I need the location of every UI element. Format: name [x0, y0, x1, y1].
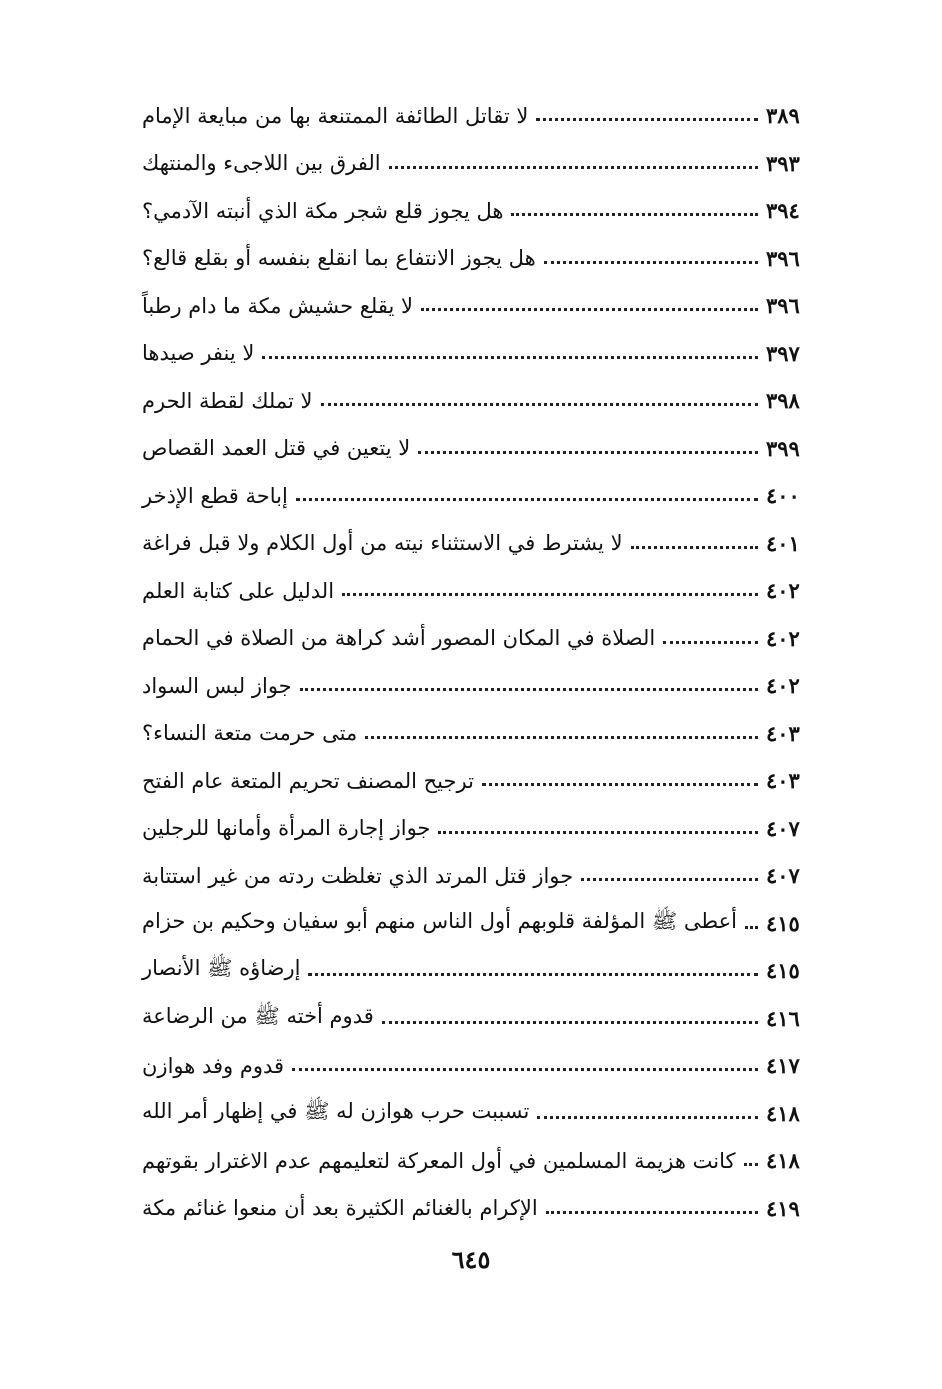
toc-row	[132, 520, 814, 568]
dot-leader	[537, 1116, 758, 1119]
toc-entry-title: لا تملك لقطة الحرم	[142, 388, 313, 413]
toc-row	[132, 947, 814, 995]
toc-page-number: ٤٠٢	[766, 578, 800, 604]
toc-row	[132, 1137, 814, 1185]
toc-page-number: ٤١٧	[766, 1053, 800, 1079]
toc-page-number: ٣٩٨	[766, 388, 800, 414]
toc-page-number: ٤١٥	[766, 910, 800, 936]
dot-leader	[511, 213, 758, 216]
dot-leader	[308, 973, 758, 976]
toc-row	[132, 567, 814, 615]
toc-page-number: ٣٩٦	[766, 293, 800, 319]
toc-entry-title: هل يجوز قلع شجر مكة الذي أنبته الآدمي؟	[142, 198, 504, 223]
toc-entry-title: لا تقاتل الطائفة الممتنعة بها من مبايعة الإمام	[142, 103, 529, 128]
dot-leader	[744, 1163, 758, 1166]
toc-entry-title: الصلاة في المكان المصور أشد كراهة من الصلاة في الحمام	[142, 626, 656, 651]
toc-entry-title: لا يتعين في قتل العمد القصاص	[142, 436, 411, 461]
toc-page-number: ٤٠٣	[766, 720, 800, 746]
toc-page-number: ٤٠٧	[766, 863, 800, 889]
toc-row	[132, 92, 814, 140]
page-folio-number: ٦٤٥	[451, 1245, 491, 1274]
toc-entry-title: جواز قتل المرتد الذي تغلظت ردته من غير استتابة	[142, 863, 574, 888]
dot-leader	[663, 641, 758, 644]
table-of-contents	[132, 92, 814, 1232]
toc-row	[132, 900, 814, 948]
toc-entry-title: هل يجوز الانتفاع بما انقلع بنفسه أو بقلع قالع؟	[142, 246, 536, 271]
toc-row	[132, 710, 814, 758]
toc-entry-title: كانت هزيمة المسلمين في أول المعركة لتعليمهم عدم الاغترار بقوتهم	[142, 1148, 736, 1173]
dot-leader	[342, 593, 758, 596]
toc-page-number: ٤١٥	[766, 958, 800, 984]
toc-row	[132, 472, 814, 520]
toc-row	[132, 662, 814, 710]
toc-row	[132, 235, 814, 283]
toc-page-number: ٤٠١	[766, 530, 800, 556]
toc-page-number: ٤٠٠	[766, 483, 800, 509]
dot-leader	[438, 831, 758, 834]
toc-page-number: ٤٠٧	[766, 815, 800, 841]
dot-leader	[321, 403, 758, 406]
toc-row	[132, 187, 814, 235]
toc-entry-title: لا يشترط في الاستثناء نيته من أول الكلام ولا قبل فراغة	[142, 531, 623, 556]
dot-leader	[482, 783, 758, 786]
toc-page-number: ٤١٦	[766, 1005, 800, 1031]
toc-page-number: ٣٩٦	[766, 245, 800, 271]
toc-page-number: ٣٩٤	[766, 198, 800, 224]
toc-row	[132, 995, 814, 1043]
dot-leader	[418, 451, 758, 454]
dot-leader	[546, 1211, 758, 1214]
toc-row	[132, 805, 814, 853]
dot-leader	[389, 166, 758, 169]
toc-row	[132, 852, 814, 900]
dot-leader	[262, 356, 758, 359]
toc-row	[132, 140, 814, 188]
dot-leader	[365, 736, 758, 739]
toc-page-number: ٤١٨	[766, 1148, 800, 1174]
toc-row	[132, 615, 814, 663]
toc-page-number: ٤٠٢	[766, 625, 800, 651]
toc-entry-title: أعطى ﷺ المؤلفة قلوبهم أول الناس منهم أبو سفيان وحكيم بن حزام	[142, 908, 737, 933]
dot-leader	[536, 118, 758, 121]
dot-leader	[296, 498, 758, 501]
dot-leader	[631, 546, 758, 549]
toc-row	[132, 330, 814, 378]
toc-page-number: ٤١٩	[766, 1195, 800, 1221]
toc-entry-title: لا يقلع حشيش مكة ما دام رطباً	[142, 293, 413, 318]
toc-entry-title: إرضاؤه ﷺ الأنصار	[142, 956, 301, 981]
toc-row	[132, 1042, 814, 1090]
toc-entry-title: الدليل على كتابة العلم	[142, 578, 335, 603]
toc-row	[132, 377, 814, 425]
toc-entry-title: إباحة قطع الإذخر	[142, 483, 288, 508]
dot-leader	[421, 308, 758, 311]
dot-leader	[581, 878, 758, 881]
toc-page-number: ٣٩٩	[766, 435, 800, 461]
toc-entry-title: الإكرام بالغنائم الكثيرة بعد أن منعوا غنائم مكة	[142, 1196, 538, 1221]
toc-row	[132, 1090, 814, 1138]
toc-row	[132, 757, 814, 805]
toc-row	[132, 1185, 814, 1233]
toc-row	[132, 282, 814, 330]
toc-entry-title: قدوم وفد هوازن	[142, 1053, 285, 1078]
toc-entry-title: جواز لبس السواد	[142, 673, 292, 698]
toc-row	[132, 425, 814, 473]
dot-leader	[382, 1021, 758, 1024]
toc-page-number: ٤٠٢	[766, 673, 800, 699]
dot-leader	[300, 688, 758, 691]
toc-entry-title: تسببت حرب هوازن له ﷺ في إظهار أمر الله	[142, 1098, 530, 1123]
toc-page-number: ٣٩٧	[766, 340, 800, 366]
toc-entry-title: ترجيح المصنف تحريم المتعة عام الفتح	[142, 768, 474, 793]
dot-leader	[292, 1068, 758, 1071]
toc-entry-title: جواز إجارة المرأة وأمانها للرجلين	[142, 816, 431, 841]
toc-entry-title: الفرق بين اللاجىء والمنتهك	[142, 151, 381, 176]
dot-leader	[745, 926, 758, 929]
toc-entry-title: لا ينفر صيدها	[142, 341, 255, 366]
toc-page-number: ٣٩٣	[766, 150, 800, 176]
toc-page-number: ٤١٨	[766, 1100, 800, 1126]
toc-page-number: ٣٨٩	[766, 103, 800, 129]
toc-entry-title: قدوم أخته ﷺ من الرضاعة	[142, 1003, 374, 1028]
toc-entry-title: متى حرمت متعة النساء؟	[142, 721, 358, 746]
dot-leader	[544, 261, 758, 264]
toc-page-number: ٤٠٣	[766, 768, 800, 794]
